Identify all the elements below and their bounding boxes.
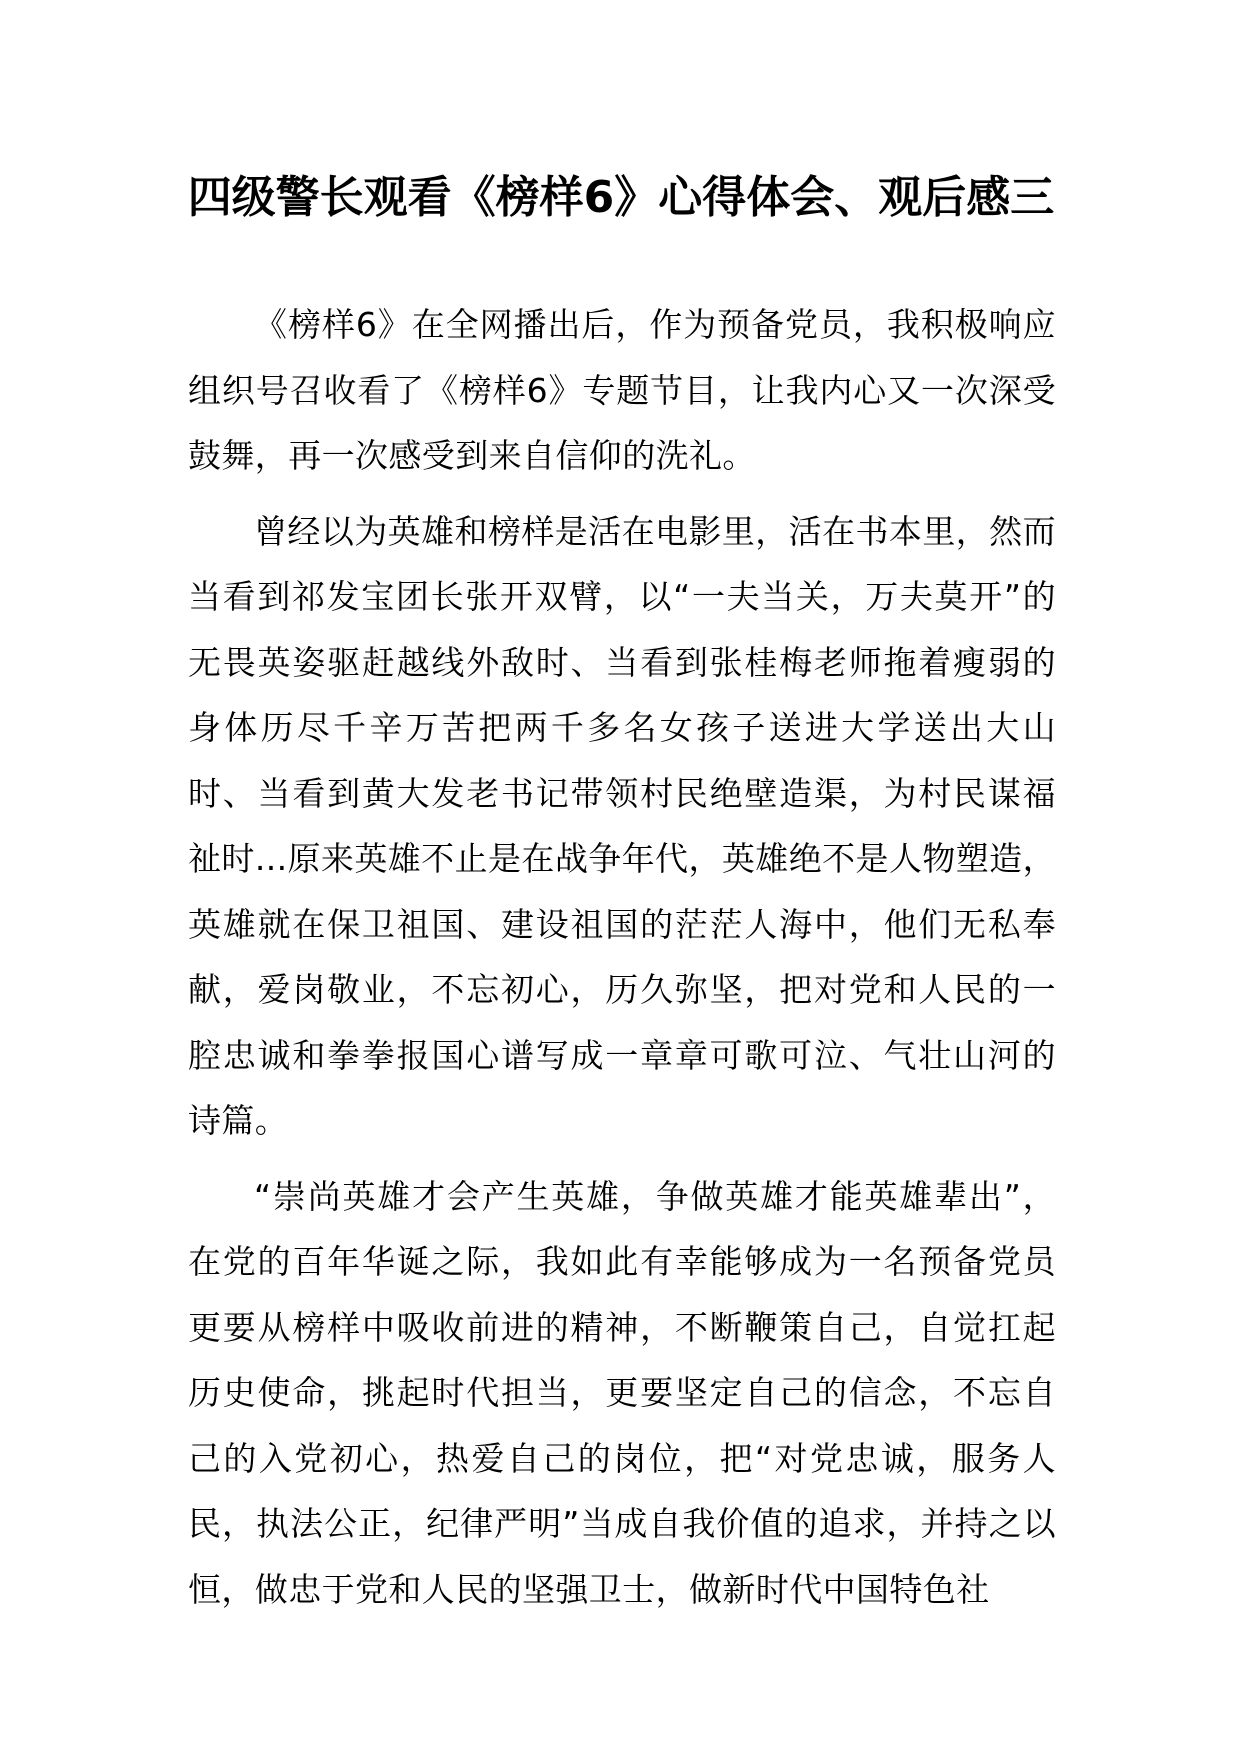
document-title: 四级警长观看《榜样6》心得体会、观后感三	[187, 172, 1055, 223]
paragraph-2: 曾经以为英雄和榜样是活在电影里，活在书本里，然而当看到祁发宝团长张开双臂，以“一夫当关，万夫莫开”的无畏英姿驱赶越线外敌时、当看到张桂梅老师拖着瘦弱的身体历尽千辛万苦把两千多名女孩子送进大学送出大山时、当看到黄大发老书记带领村民绝壁造渠，为村民谋福祉时...原来英雄不止是在战争年代，英雄绝不是人物塑造，英雄就在保卫祖国、建设祖国的茫茫人海中，他们无私奉献，爱岗敬业，不忘初心，历久弥坚，把对党和人民的一腔忠诚和拳拳报国心谱写成一章章可歌可泣、气壮山河的诗篇。	[188, 511, 1056, 1140]
paragraph-3: “崇尚英雄才会产生英雄，争做英雄才能英雄辈出”，在党的百年华诞之际，我如此有幸能够成为一名预备党员更要从榜样中吸收前进的精神，不断鞭策自己，自觉扛起历史使命，挑起时代担当，更要坚定自己的信念，不忘自己的入党初心，热爱自己的岗位，把“对党忠诚，服务人民，执法公正，纪律严明”当成自我价值的追求，并持之以恒，做忠于党和人民的坚强卫士，做新时代中国特色社	[188, 1176, 1056, 1609]
paragraph-1: 《榜样6》在全网播出后，作为预备党员，我积极响应组织号召收看了《榜样6》专题节目，让我内心又一次深受鼓舞，再一次感受到来自信仰的洗礼。	[188, 305, 1056, 475]
document-body	[188, 292, 1056, 1622]
